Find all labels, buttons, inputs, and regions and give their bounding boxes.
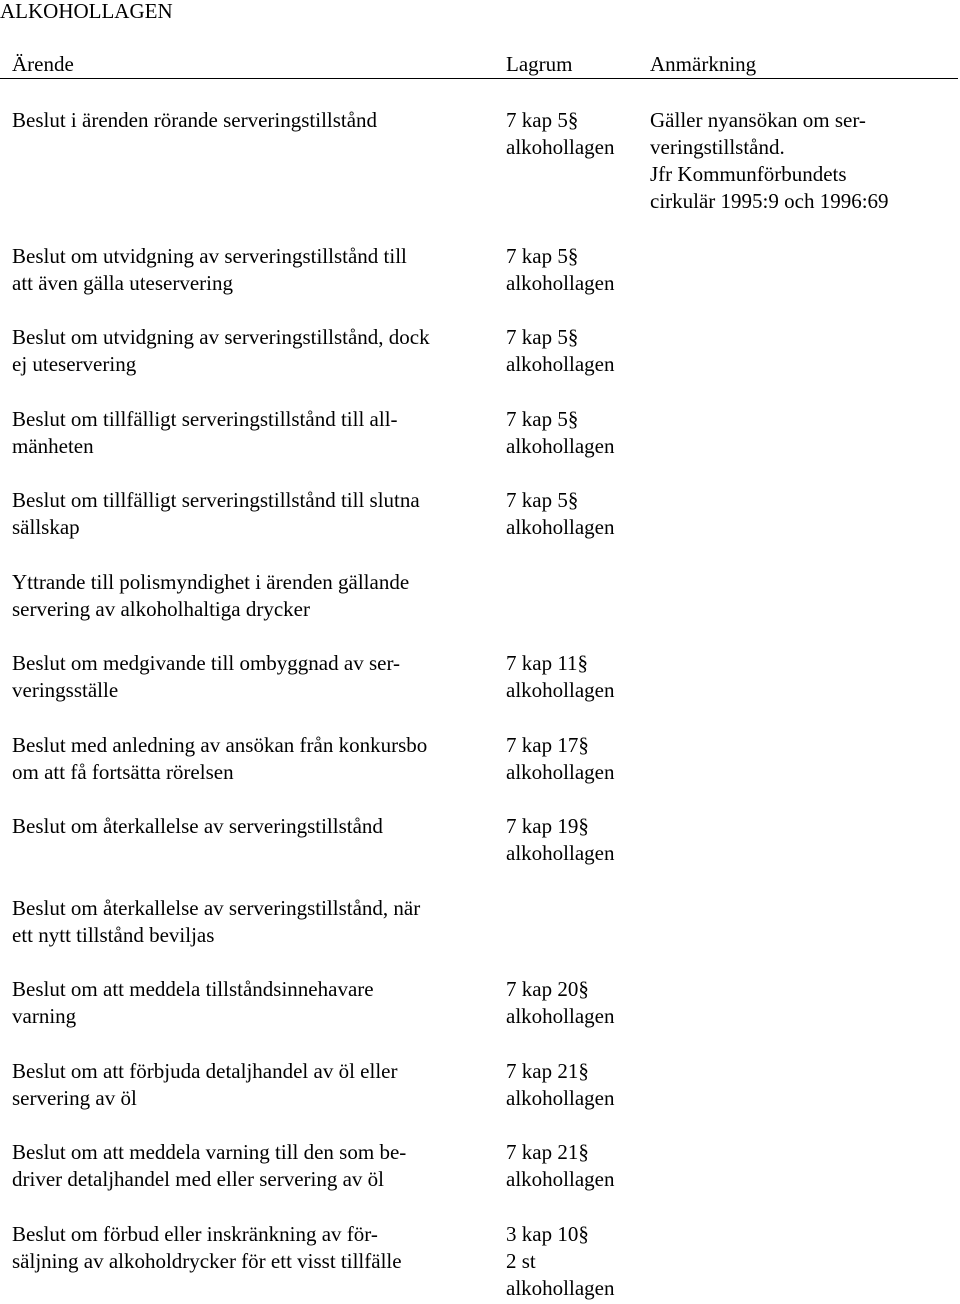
arende-cell-line: veringsställe — [12, 678, 119, 702]
header-arende: Ärende — [12, 52, 74, 76]
lagrum-cell-line: 7 kap 5§ — [506, 488, 579, 512]
lagrum-cell-line: 7 kap 5§ — [506, 108, 579, 132]
arende-cell — [12, 1221, 492, 1275]
arende-cell — [12, 732, 492, 786]
arende-cell — [12, 650, 492, 704]
arende-cell-line: mänheten — [12, 434, 94, 458]
lagrum-cell-line: alkohollagen — [506, 271, 615, 295]
arende-cell-line: att även gälla uteservering — [12, 271, 233, 295]
lagrum-cell-line: 7 kap 5§ — [506, 407, 579, 431]
lagrum-cell-line: alkohollagen — [506, 760, 615, 784]
anmarkning-cell-line: Jfr Kommunförbundets — [650, 162, 847, 186]
lagrum-cell — [506, 650, 646, 704]
arende-cell-line: ett nytt tillstånd beviljas — [12, 923, 215, 947]
arende-cell-line: varning — [12, 1004, 77, 1028]
lagrum-cell-line: 7 kap 21§ — [506, 1140, 589, 1164]
arende-cell-line: Beslut om att meddela varning till den som be- — [12, 1140, 407, 1164]
arende-cell-line: ej uteservering — [12, 352, 137, 376]
arende-cell — [12, 107, 492, 134]
lagrum-cell — [506, 324, 646, 378]
arende-cell-line: Beslut om att meddela tillståndsinnehavare — [12, 977, 374, 1001]
anmarkning-cell-line: Gäller nyansökan om ser- — [650, 108, 866, 132]
arende-cell-line: Beslut om medgivande till ombyggnad av ser- — [12, 651, 401, 675]
lagrum-cell — [506, 1221, 646, 1302]
lagrum-cell-line: alkohollagen — [506, 434, 615, 458]
lagrum-cell-line: alkohollagen — [506, 1004, 615, 1028]
lagrum-cell-line: 7 kap 17§ — [506, 733, 589, 757]
lagrum-cell — [506, 732, 646, 786]
lagrum-cell — [506, 1058, 646, 1112]
arende-cell-line: Beslut om utvidgning av serveringstillstånd, dock — [12, 325, 430, 349]
lagrum-cell-line: alkohollagen — [506, 135, 615, 159]
lagrum-cell-line: 7 kap 11§ — [506, 651, 589, 675]
arende-cell — [12, 487, 492, 541]
arende-cell — [12, 976, 492, 1030]
header-lagrum: Lagrum — [506, 52, 573, 76]
lagrum-cell-line: 7 kap 5§ — [506, 244, 579, 268]
lagrum-cell-line: alkohollagen — [506, 678, 615, 702]
lagrum-cell-line: alkohollagen — [506, 1086, 615, 1110]
arende-cell-line: sällskap — [12, 515, 80, 539]
lagrum-cell — [506, 976, 646, 1030]
lagrum-cell-line: alkohollagen — [506, 1276, 615, 1300]
table-header — [0, 51, 960, 81]
arende-cell-line: Beslut om förbud eller inskränkning av för- — [12, 1222, 378, 1246]
arende-cell-line: Beslut om utvidgning av serveringstillstånd till — [12, 244, 407, 268]
lagrum-cell — [506, 487, 646, 541]
arende-cell — [12, 243, 492, 297]
arende-cell-line: Beslut om att förbjuda detaljhandel av öl eller — [12, 1059, 398, 1083]
arende-cell-line: om att få fortsätta rörelsen — [12, 760, 234, 784]
lagrum-cell-line: alkohollagen — [506, 352, 615, 376]
lagrum-cell-line: 7 kap 21§ — [506, 1059, 589, 1083]
lagrum-cell — [506, 813, 646, 867]
arende-cell-line: Beslut om återkallelse av serveringstillstånd — [12, 814, 383, 838]
lagrum-cell-line: 7 kap 20§ — [506, 977, 589, 1001]
lagrum-cell — [506, 243, 646, 297]
arende-cell-line: Yttrande till polismyndighet i ärenden gällande — [12, 570, 410, 594]
anmarkning-cell — [650, 107, 955, 215]
header-divider — [0, 78, 958, 79]
arende-cell-line: Beslut om tillfälligt serveringstillstånd till slutna — [12, 488, 420, 512]
arende-cell-line: säljning av alkoholdrycker för ett visst tillfälle — [12, 1249, 402, 1273]
lagrum-cell-line: alkohollagen — [506, 515, 615, 539]
anmarkning-cell-line: cirkulär 1995:9 och 1996:69 — [650, 189, 889, 213]
lagrum-cell-line: 3 kap 10§ — [506, 1222, 589, 1246]
header-anmarkning: Anmärkning — [650, 52, 757, 76]
arende-cell — [12, 324, 492, 378]
arende-cell-line: Beslut om tillfälligt serveringstillstånd till all- — [12, 407, 398, 431]
lagrum-cell-line: 7 kap 19§ — [506, 814, 589, 838]
arende-cell-line: servering av alkoholhaltiga drycker — [12, 597, 310, 621]
arende-cell — [12, 813, 492, 840]
lagrum-cell-line: alkohollagen — [506, 1167, 615, 1191]
arende-cell-line: Beslut med anledning av ansökan från konkursbo — [12, 733, 428, 757]
arende-cell-line: Beslut i ärenden rörande serveringstillstånd — [12, 108, 378, 132]
lagrum-cell-line: alkohollagen — [506, 841, 615, 865]
arende-cell-line: driver detaljhandel med eller servering av öl — [12, 1167, 385, 1191]
arende-cell — [12, 1058, 492, 1112]
lagrum-cell — [506, 1139, 646, 1193]
lagrum-cell-line: 7 kap 5§ — [506, 325, 579, 349]
arende-cell — [12, 895, 492, 949]
arende-cell-line: servering av öl — [12, 1086, 137, 1110]
arende-cell — [12, 406, 492, 460]
lagrum-cell-line: 2 st — [506, 1249, 536, 1273]
arende-cell — [12, 1139, 492, 1193]
lagrum-cell — [506, 406, 646, 460]
anmarkning-cell-line: veringstillstånd. — [650, 135, 785, 159]
arende-cell — [12, 569, 492, 623]
page-heading: ALKOHOLLAGEN — [0, 0, 173, 23]
arende-cell-line: Beslut om återkallelse av serveringstillstånd, när — [12, 896, 421, 920]
lagrum-cell — [506, 107, 646, 161]
